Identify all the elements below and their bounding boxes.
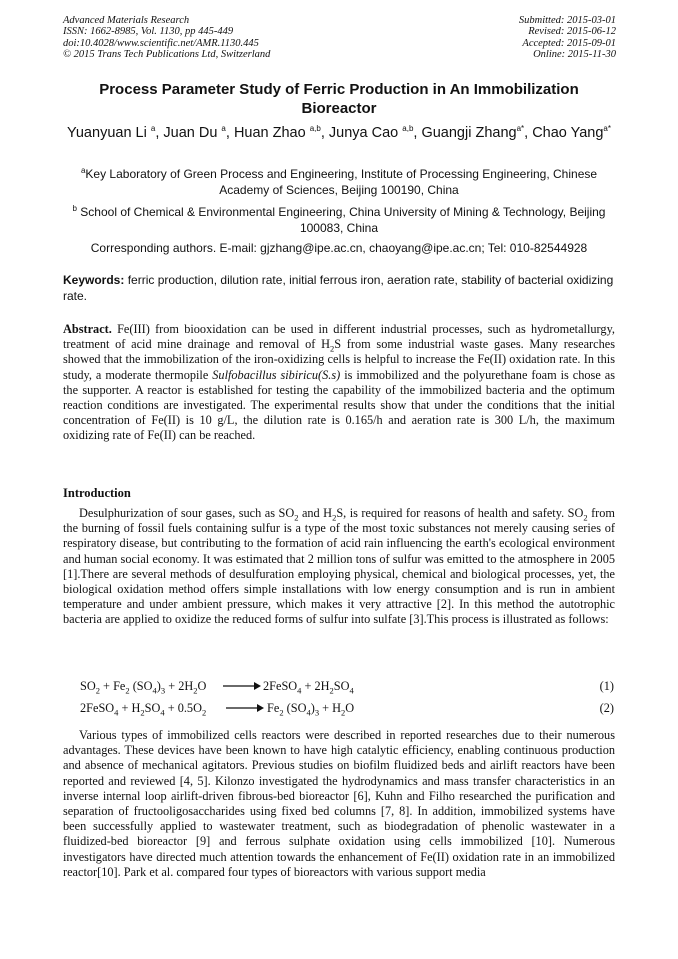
subscript: 4 (297, 685, 302, 696)
author-name: Juan Du (163, 125, 218, 141)
subscript: 2 (95, 685, 100, 696)
journal-info-line: doi:10.4028/www.scientific.net/AMR.1130.445 (63, 37, 259, 49)
keywords-text: ferric production, dilution rate, initial ferrous iron, aeration rate, stability of bacterial oxidizing rate. (63, 273, 614, 303)
formula-text: Fe (267, 701, 280, 715)
date-line: Revised: 2015-06-12 (528, 26, 616, 38)
formula-text: ) (310, 701, 315, 715)
subscript: 4 (114, 707, 119, 718)
paragraph-text: from the burning of fossil fuels containing sulfur is a type of the most toxic substances not merely causing series of respiratory disease, but contributing to the formation of acid rain influencing the earth's ecological environment and human social economy. It was estimated that 2 million tons of sulfur was emitted to the atmosphere in 2005 [1].There are several methods of desulfuration employing physical, chemical and biological processes, yet, the biological oxidation method offers simple installations with low energy consumption and is run in ambient temperature and under ambient pressure, which makes it very attractive [2]. In this method the autotrophic bacteria are applied to oxidize the reduced forms of sulfur into sulfate [3].This process is illustrated as follows: (63, 506, 615, 627)
subscript: 2 (341, 707, 346, 718)
formula-text: (SO (283, 701, 307, 715)
subscript: 2 (193, 685, 198, 696)
formula-text: + 2H (301, 679, 330, 693)
abstract (63, 322, 615, 444)
formula-text: O (345, 701, 355, 715)
publication-dates (519, 15, 616, 60)
author-name: Guangji Zhang (421, 125, 517, 141)
keywords (63, 272, 615, 304)
paragraph-text: S, is required for reasons of health and safety. SO (336, 506, 584, 520)
subscript: 4 (349, 685, 354, 696)
subscript: 2 (329, 685, 334, 696)
author-affiliation-mark: a (150, 124, 156, 134)
keywords-label: Keywords: (63, 273, 125, 287)
equation-products (263, 679, 354, 694)
author-affiliation-mark: a* (516, 124, 525, 134)
affiliation-mark: b (72, 204, 77, 213)
paragraph-text: Desulphurization of sour gases, such as SO (79, 506, 295, 520)
section-heading-introduction: Introduction (63, 486, 131, 500)
affiliation-text: Key Laboratory of Green Process and Engineering, Institute of Processing Engineering, Chinese Academy of Sciences, Beijing 100190, China (85, 167, 598, 197)
formula-text: O (197, 679, 207, 693)
equation-reactants (80, 701, 206, 716)
formula-text: (SO (129, 679, 153, 693)
abstract-text: S from some industrial waste gases. Many researches showed that the immobilization of the iron-oxidizing cells is helpful to increase the Fe(II) oxidation rate. In this study, a moderate thermopile (63, 337, 615, 382)
formula-text: SO (80, 679, 96, 693)
corresponding-authors: Corresponding authors. E-mail: gjzhang@ipe.ac.cn, chaoyang@ipe.ac.cn; Tel: 010-82544928 (90, 241, 588, 255)
abstract-text: is immobilized and the polyurethane foam is chose as the supporter. A reactor is established for testing the capability of the immobilized bacteria and the optimum reaction conditions are investigated. The experimental results show that under the conditions that the initial concentration of Fe(II) is 10 g/L, the dilution rate is 0.165/h and aeration rate is 300 L/h, the maximum oxidizing rate of Fe(II) can be reached. (63, 367, 615, 443)
abstract-text: Fe(III) from biooxidation can be used in different industrial processes, such as hydrometallurgy, treatment of acid mine drainage and removal of H (63, 322, 615, 352)
affiliation-a (63, 166, 615, 198)
subscript: 2 (279, 707, 284, 718)
formula-text: SO (144, 701, 161, 715)
paper-title: Process Parameter Study of Ferric Production in An Immobilization Bioreactor (99, 81, 579, 117)
formula-text: + Fe (99, 679, 126, 693)
author-affiliation-mark: a,b (309, 124, 321, 134)
formula-text: SO (333, 679, 350, 693)
author-name: Junya Cao (328, 125, 399, 141)
journal-info-line: © 2015 Trans Tech Publications Ltd, Switzerland (63, 48, 271, 60)
formula-text: + H (319, 701, 342, 715)
subscript: 2 (294, 512, 299, 523)
equation-number: (2) (599, 701, 614, 715)
author-name: Yuanyuan Li (67, 125, 147, 141)
author-name: Chao Yang (532, 125, 604, 141)
formula-text: + 0.5O (164, 701, 202, 715)
subscript: 4 (152, 685, 157, 696)
equation-2 (80, 701, 614, 719)
reaction-arrow-icon (223, 679, 261, 693)
affiliation-mark: a (80, 166, 86, 175)
subscript: 2 (583, 512, 588, 523)
date-line: Online: 2015-11-30 (533, 48, 616, 60)
equation-products (267, 701, 354, 716)
author-list: Yuanyuan Li $^a$, Juan Du $^a$, Huan Zhao $^{a,b}$, Junya Cao $^{a,b}$, Guangji Zhang$^{a*}$, Chao Yang$^{a*}$ (67, 124, 611, 141)
author-affiliation-mark: a* (603, 124, 611, 134)
reaction-arrow-icon (226, 701, 264, 715)
author-name: Huan Zhao (233, 125, 306, 141)
subscript: 4 (306, 707, 311, 718)
subscript: 2 (140, 707, 145, 718)
subscript: 2 (125, 685, 130, 696)
formula-text: + 2H (165, 679, 194, 693)
abstract-label: Abstract. (63, 322, 112, 336)
formula-text: + H (118, 701, 141, 715)
date-line: Accepted: 2015-09-01 (522, 37, 616, 49)
journal-info-line: Advanced Materials Research (63, 15, 190, 26)
journal-info (63, 15, 270, 60)
journal-info-line: ISSN: 1662-8985, Vol. 1130, pp 445-449 (63, 26, 234, 38)
subscript: 2 (329, 343, 335, 354)
author-affiliation-mark: a,b (402, 124, 414, 134)
affiliation-text: School of Chemical & Environmental Engineering, China University of Mining & Technology, Beijing 100083, China (76, 205, 606, 235)
formula-text: 2FeSO (80, 701, 115, 715)
date-line: Submitted: 2015-03-01 (518, 15, 616, 26)
formula-text: ) (156, 679, 161, 693)
paragraph-text: and H (298, 506, 333, 520)
equation-number: (1) (599, 679, 614, 693)
affiliation-b (63, 204, 615, 236)
subscript: 2 (201, 707, 207, 718)
introduction-paragraph-1 (63, 506, 615, 628)
subscript: 3 (160, 685, 166, 696)
subscript: 4 (160, 707, 165, 718)
equation-1 (80, 679, 614, 697)
introduction-paragraph-2: Various types of immobilized cells reactors were described in reported researches due to their numerous advantages. These devices have been known to have high catalytic efficiency, enabling continuous production and absence of mechanical agitators. Previous studies on biofilm fluidized beds and airlift reactors have been reported and reviewed [4, 5]. Kilonzo investigated the hydrodynamics and mass transfer characteristics in an inverse internal loop airlift-driven fibrous-bed bioreactor [6], Kuhn and Filho researched the purification and separation of fructooligosaccharides using fixed bed columns [7, 8]. In addition, immobilized systems have been successfully applied to wastewater treatment, such as biodegradation of phenolic wastewater in a fluidized-bed bioreactor [9] and ferrous sulphate oxidation using cells immobilized [10]. Numerous investigators have directed much attention towards the enhancement of Fe(II) oxidation rate in an immobilized reactor[10]. Park et al. compared four types of bioreactors with various support media (63, 728, 615, 879)
subscript: 3 (314, 707, 320, 718)
equation-reactants (80, 679, 206, 694)
subscript: 2 (332, 512, 337, 523)
formula-text: 2FeSO (263, 679, 298, 693)
species-name: Sulfobacillus sibiricu(S.s) (212, 367, 341, 382)
author-affiliation-mark: a (221, 124, 226, 134)
